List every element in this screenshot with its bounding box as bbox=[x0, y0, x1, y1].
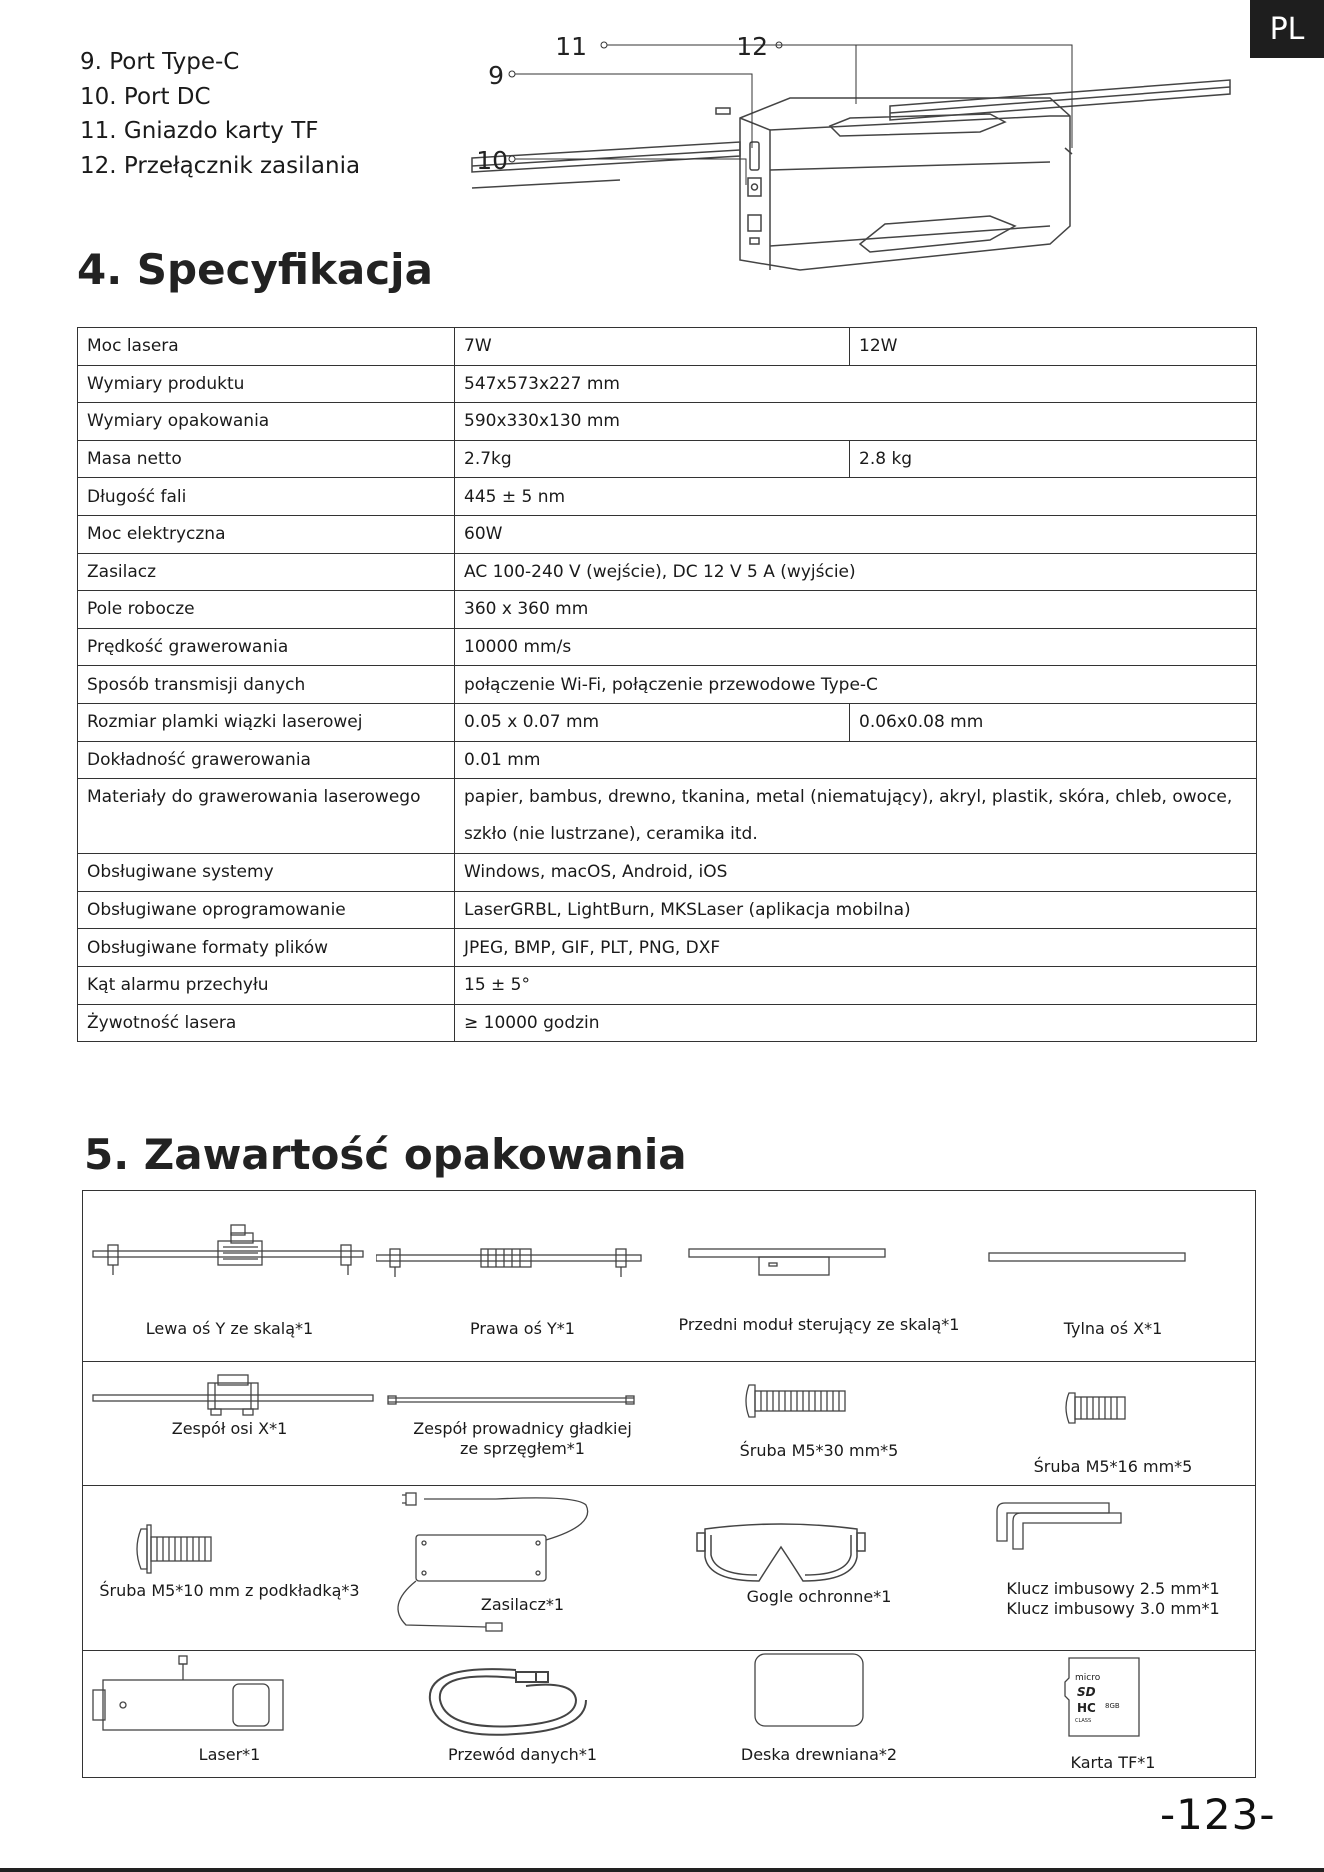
spec-value: połączenie Wi-Fi, połączenie przewodowe Type-C bbox=[455, 666, 1257, 704]
package-item bbox=[969, 1361, 1257, 1485]
hex-keys-image bbox=[969, 1485, 1257, 1650]
callout-12: 12 bbox=[736, 32, 768, 61]
package-item bbox=[969, 1485, 1257, 1650]
spec-value: 7W bbox=[455, 328, 850, 366]
table-row bbox=[78, 966, 1257, 1004]
package-item bbox=[669, 1485, 969, 1650]
spec-label: Masa netto bbox=[78, 440, 455, 478]
package-item bbox=[376, 1650, 669, 1779]
port-legend-item: 10. Port DC bbox=[80, 83, 211, 110]
package-item-label: Przewód danych*1 bbox=[448, 1745, 597, 1764]
table-row bbox=[78, 666, 1257, 704]
spec-label: Pole robocze bbox=[78, 591, 455, 629]
spec-value: 2.7kg bbox=[455, 440, 850, 478]
package-item bbox=[669, 1191, 969, 1361]
package-item-label bbox=[969, 1579, 1257, 1619]
package-item bbox=[969, 1191, 1257, 1361]
port-legend bbox=[80, 45, 360, 183]
table-row bbox=[78, 741, 1257, 779]
spec-value: 12W bbox=[850, 328, 1257, 366]
package-item-label-line: Klucz imbusowy 3.0 mm*1 bbox=[1006, 1599, 1220, 1618]
spec-label: Materiały do grawerowania laserowego bbox=[78, 779, 455, 854]
spec-label: Rozmiar plamki wiązki laserowej bbox=[78, 703, 455, 741]
spec-value: Windows, macOS, Android, iOS bbox=[455, 854, 1257, 892]
spec-value: 590x330x130 mm bbox=[455, 403, 1257, 441]
package-item-label-line: ze sprzęgłem*1 bbox=[460, 1439, 585, 1458]
spec-value bbox=[455, 779, 1257, 854]
package-item bbox=[669, 1650, 969, 1779]
table-row bbox=[78, 328, 1257, 366]
spec-table bbox=[77, 327, 1257, 1042]
table-row bbox=[78, 628, 1257, 666]
package-item-label: Prawa oś Y*1 bbox=[470, 1319, 575, 1338]
safety-goggles-image bbox=[669, 1485, 969, 1650]
spec-value-line: szkło (nie lustrzane), ceramika itd. bbox=[464, 824, 758, 845]
package-item-label: Śruba M5*16 mm*5 bbox=[1033, 1457, 1193, 1476]
spec-value: 2.8 kg bbox=[850, 440, 1257, 478]
spec-label: Obsługiwane systemy bbox=[78, 854, 455, 892]
package-item-label: Lewa oś Y ze skalą*1 bbox=[145, 1319, 314, 1338]
page-bottom-rule bbox=[0, 1868, 1324, 1872]
screw-m5-30-image bbox=[669, 1361, 969, 1485]
package-item bbox=[83, 1191, 376, 1361]
package-item-label: Tylna oś X*1 bbox=[1063, 1319, 1163, 1338]
control-module-diagram bbox=[470, 30, 1240, 300]
port-legend-item: 12. Przełącznik zasilania bbox=[80, 152, 361, 179]
package-item-label: Śruba M5*10 mm z podkładką*3 bbox=[99, 1581, 360, 1600]
package-item bbox=[376, 1485, 669, 1650]
table-row bbox=[78, 553, 1257, 591]
spec-section-title: 4. Specyfikacja bbox=[77, 245, 433, 294]
package-item bbox=[83, 1650, 376, 1779]
spec-label: Żywotność lasera bbox=[78, 1004, 455, 1042]
table-row bbox=[78, 365, 1257, 403]
package-item bbox=[83, 1485, 376, 1650]
table-row bbox=[78, 478, 1257, 516]
language-tab: PL bbox=[1250, 0, 1324, 58]
table-row bbox=[78, 440, 1257, 478]
table-row bbox=[78, 854, 1257, 892]
package-item bbox=[669, 1361, 969, 1485]
package-item-label-line: Zespół prowadnicy gładkiej bbox=[413, 1419, 632, 1438]
spec-value: AC 100-240 V (wejście), DC 12 V 5 A (wyjście) bbox=[455, 553, 1257, 591]
table-row bbox=[78, 591, 1257, 629]
tf-card-sd-text: SD bbox=[1077, 1685, 1096, 1699]
spec-value: ≥ 10000 godzin bbox=[455, 1004, 1257, 1042]
package-item-label: Karta TF*1 bbox=[1070, 1753, 1156, 1772]
table-row bbox=[78, 515, 1257, 553]
package-item-label: Gogle ochronne*1 bbox=[746, 1587, 892, 1606]
spec-label: Kąt alarmu przechyłu bbox=[78, 966, 455, 1004]
spec-value: 15 ± 5° bbox=[455, 966, 1257, 1004]
package-item bbox=[376, 1361, 669, 1485]
spec-value: 0.05 x 0.07 mm bbox=[455, 703, 850, 741]
package-item-label-line: Klucz imbusowy 2.5 mm*1 bbox=[1006, 1579, 1220, 1598]
package-item-label bbox=[376, 1419, 669, 1459]
spec-label: Moc lasera bbox=[78, 328, 455, 366]
package-item bbox=[83, 1361, 376, 1485]
table-row bbox=[78, 891, 1257, 929]
spec-label: Moc elektryczna bbox=[78, 515, 455, 553]
screw-m5-10-washer-image bbox=[83, 1485, 376, 1650]
tf-card-hc-text: HC bbox=[1077, 1701, 1096, 1715]
port-legend-item: 11. Gniazdo karty TF bbox=[80, 118, 319, 144]
power-adapter-image bbox=[376, 1485, 669, 1650]
tf-card-class-text: CLASS bbox=[1075, 1718, 1092, 1724]
spec-value: 360 x 360 mm bbox=[455, 591, 1257, 629]
front-control-module-image bbox=[669, 1191, 969, 1361]
spec-value: 547x573x227 mm bbox=[455, 365, 1257, 403]
spec-value: 445 ± 5 nm bbox=[455, 478, 1257, 516]
spec-value: 60W bbox=[455, 515, 1257, 553]
spec-value: 0.06x0.08 mm bbox=[850, 703, 1257, 741]
spec-value-line: papier, bambus, drewno, tkanina, metal (niematujący), akryl, plastik, skóra, chleb, owoce, bbox=[464, 787, 1233, 808]
callout-10: 10 bbox=[476, 146, 508, 175]
table-row bbox=[78, 403, 1257, 441]
page-number: -123- bbox=[1160, 1790, 1276, 1839]
callout-11: 11 bbox=[555, 32, 587, 61]
package-item bbox=[969, 1650, 1257, 1779]
spec-label: Obsługiwane oprogramowanie bbox=[78, 891, 455, 929]
spec-label: Dokładność grawerowania bbox=[78, 741, 455, 779]
spec-label: Długość fali bbox=[78, 478, 455, 516]
spec-value: LaserGRBL, LightBurn, MKSLaser (aplikacja mobilna) bbox=[455, 891, 1257, 929]
package-item-label: Laser*1 bbox=[198, 1745, 261, 1764]
package-item-label: Śruba M5*30 mm*5 bbox=[739, 1441, 899, 1460]
package-item-label: Deska drewniana*2 bbox=[740, 1745, 898, 1764]
contents-section-title: 5. Zawartość opakowania bbox=[84, 1130, 687, 1179]
package-contents-grid bbox=[82, 1190, 1256, 1778]
package-item-label: Zespół osi X*1 bbox=[171, 1419, 288, 1438]
port-legend-item: 9. Port Type-C bbox=[80, 49, 240, 75]
table-row bbox=[78, 703, 1257, 741]
spec-value: 10000 mm/s bbox=[455, 628, 1257, 666]
spec-value: 0.01 mm bbox=[455, 741, 1257, 779]
spec-label: Obsługiwane formaty plików bbox=[78, 929, 455, 967]
tf-card-micro-text: micro bbox=[1075, 1673, 1101, 1683]
spec-label: Wymiary opakowania bbox=[78, 403, 455, 441]
spec-value: JPEG, BMP, GIF, PLT, PNG, DXF bbox=[455, 929, 1257, 967]
table-row bbox=[78, 1004, 1257, 1042]
spec-label: Sposób transmisji danych bbox=[78, 666, 455, 704]
spec-label: Wymiary produktu bbox=[78, 365, 455, 403]
package-item-label: Zasilacz*1 bbox=[480, 1595, 565, 1614]
tf-card-capacity-text: 8GB bbox=[1105, 1702, 1120, 1710]
spec-label: Zasilacz bbox=[78, 553, 455, 591]
package-item bbox=[376, 1191, 669, 1361]
spec-label: Prędkość grawerowania bbox=[78, 628, 455, 666]
callout-9: 9 bbox=[488, 61, 504, 90]
table-row bbox=[78, 929, 1257, 967]
table-row bbox=[78, 779, 1257, 854]
package-item-label: Przedni moduł sterujący ze skalą*1 bbox=[678, 1315, 960, 1334]
